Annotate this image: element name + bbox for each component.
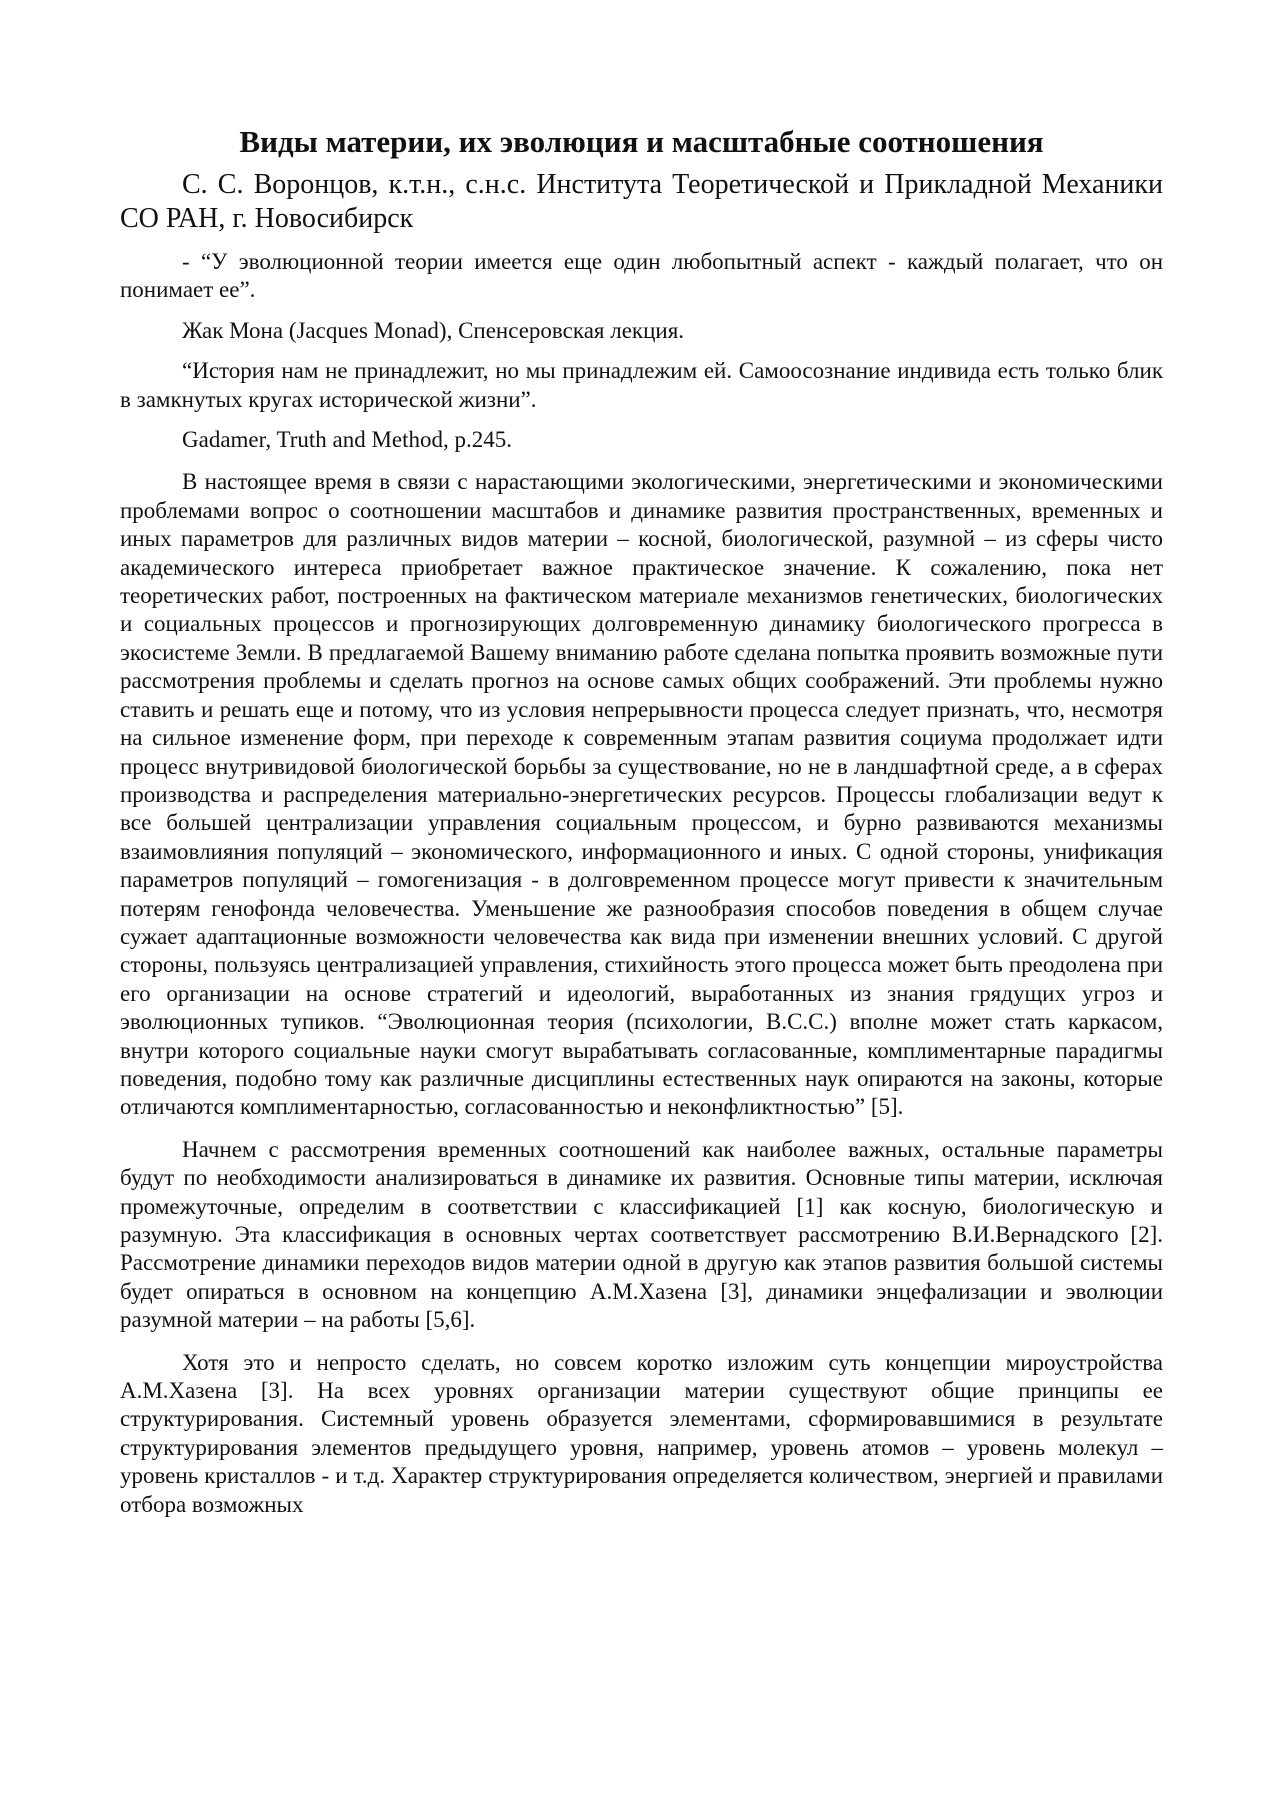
document-page [120, 122, 1163, 1533]
body-paragraph: Начнем с рассмотрения временных соотношений как наиболее важных, остальные параметры будут по необходимости анализироваться в динамике их развития. Основные типы материи, исключая промежуточные, определим в соответствии с классификацией [1] как косную, биологическую и разумную. Эта классификация в основных чертах соответствует рассмотрению В.И.Вернадского [2]. Рассмотрение динамики переходов видов материи одной в другую как этапов развития большой системы будет опираться в основном на концепцию А.М.Хазена [3], динамики энцефализации и эволюции разумной материи – на работы [5,6]. [120, 1136, 1163, 1333]
body-paragraph: В настоящее время в связи с нарастающими экологическими, энергетическими и экономическими проблемами вопрос о соотношении масштабов и динамике развития пространственных, временных и иных параметров для различных видов материи – косной, биологической, разумной – из сферы чисто академического интереса приобретает важное практическое значение. К сожалению, пока нет теоретических работ, построенных на фактическом материале механизмов генетических, биологических и социальных процессов и прогнозирующих долговременную динамику биологического прогресса в экосистеме Земли. В предлагаемой Вашему вниманию работе сделана попытка проявить возможные пути рассмотрения проблемы и сделать прогноз на основе самых общих соображений. Эти проблемы нужно ставить и решать еще и потому, что из условия непрерывности процесса следует признать, что, несмотря на сильное изменение форм, при переходе к современным этапам развития социума продолжает идти процесс внутривидовой биологической борьбы за существование, но не в ландшафтной среде, а в сферах производства и распределения материально-энергетических ресурсов. Процессы глобализации ведут к все большей централизации управления социальным процессом, и бурно развиваются механизмы взаимовлияния популяций – экономического, информационного и иных. С одной стороны, унификация параметров популяций – гомогенизация - в долговременном процессе могут привести к значительным потерям генофонда человечества. Уменьшение же разнообразия способов поведения в общем случае сужает адаптационные возможности человечества как вида при изменении внешних условий. С другой стороны, пользуясь централизацией управления, стихийность этого процесса может быть преодолена при его организации на основе стратегий и идеологий, выработанных из знания грядущих угроз и эволюционных тупиков. “Эволюционная теория (психологии, В.С.С.) вполне может стать каркасом, внутри которого социальные науки смогут вырабатывать согласованные, комплиментарные парадигмы поведения, подобно тому как различные дисциплины естественных наук опираются на законы, которые отличаются комплиментарностью, согласованностью и неконфликтностью” [5]. [120, 469, 1163, 1120]
document-title: Виды материи, их эволюция и масштабные соотношения [239, 124, 1044, 159]
author-line: С. С. Воронцов, к.т.н., с.н.с. Института Теоретической и Прикладной Механики СО РАН, г. Новосибирск [120, 169, 1163, 234]
epigraph-quote: “История нам не принадлежит, но мы принадлежим ей. Самоосознание индивида есть только блик в замкнутых кругах исторической жизни”. [120, 358, 1163, 412]
body-paragraph: Хотя это и непросто сделать, но совсем коротко изложим суть концепции мироустройства А.М.Хазена [3]. На всех уровнях организации материи существуют общие принципы ее структурирования. Системный уровень образуется элементами, сформировавшимися в результате структурирования элементов предыдущего уровня, например, уровень атомов – уровень молекул – уровень кристаллов - и т.д. Характер структурирования определяется количеством, энергией и правилами отбора возможных [120, 1349, 1163, 1517]
epigraph-source: Gadamer, Truth and Method, p.245. [182, 427, 512, 453]
epigraph-quote: - “У эволюционной теории имеется еще один любопытный аспект - каждый полагает, что он понимает ее”. [120, 249, 1163, 303]
epigraph-source: Жак Мона (Jacques Monad), Спенсеровская лекция. [182, 317, 685, 343]
